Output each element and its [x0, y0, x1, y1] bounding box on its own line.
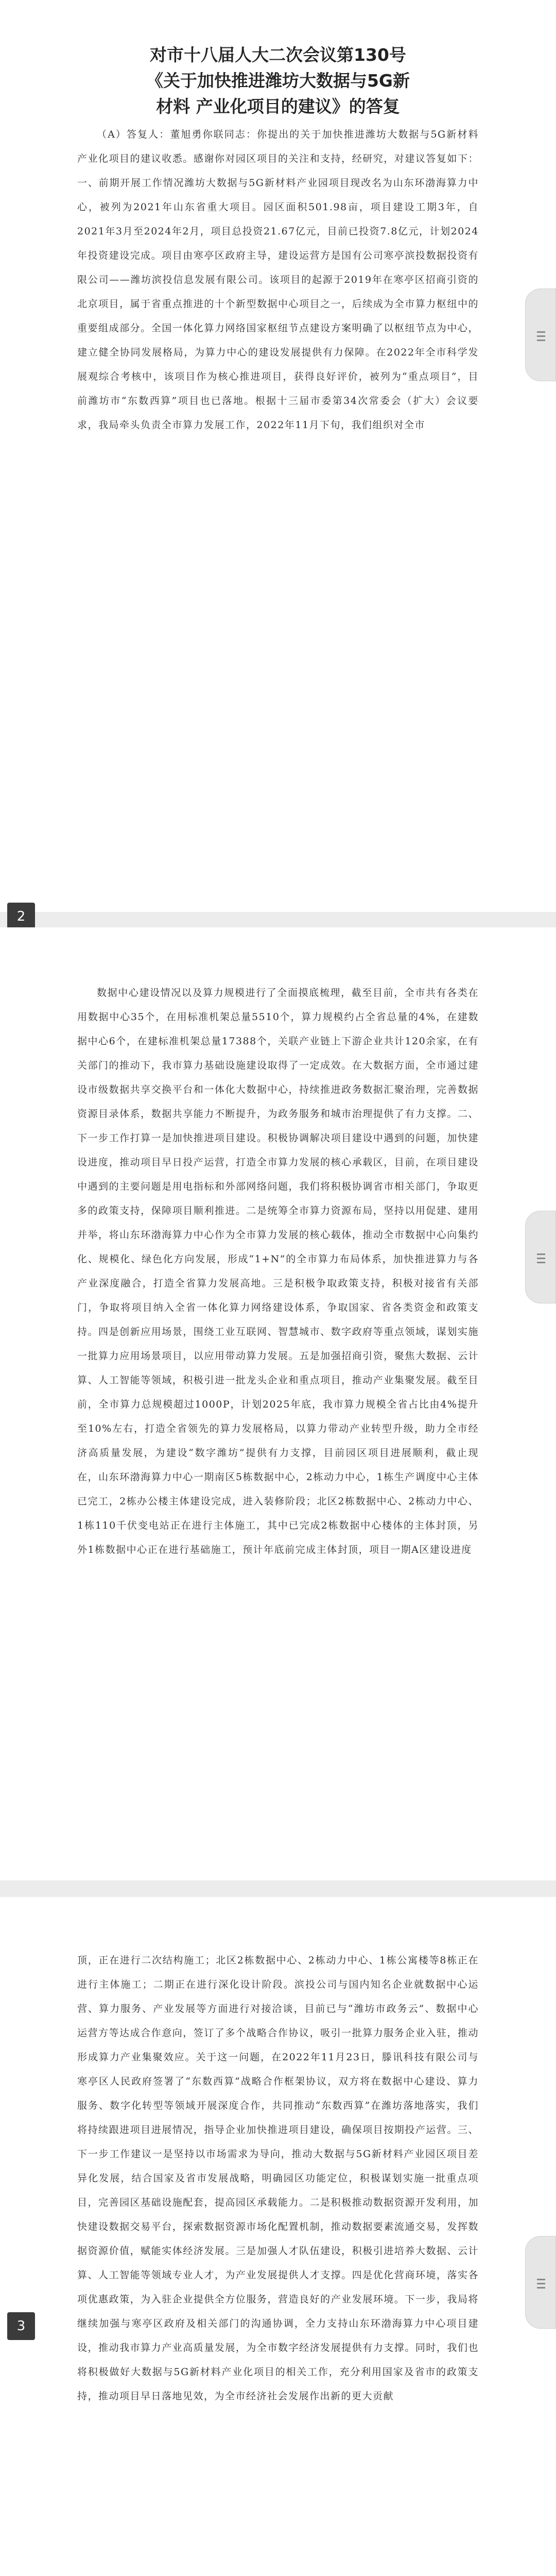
document-page-2	[0, 927, 556, 1880]
body-paragraph: （A）答复人：董旭勇你联同志：你提出的关于加快推进潍坊大数据与5G新材料产业化项目的建议收悉。感谢你对园区项目的关注和支持，经研究，对建议答复如下：一、前期开展工作情况潍坊大数据与5G新材料产业园项目现改名为山东环渤海算力中心，被列为2021年山东省重大项目。园区面积501.98亩，项目建设工期3年，自2021年3月至2024年2月，项目总投资21.67亿元，目前已投资7.8亿元，计划2024年投资建设完成。项目由寒亭区政府主导，建设运营方是国有公司寒亭滨投数据投资有限公司——潍坊滨投信息发展有限公司。该项目的起源于2019年在寒亭区招商引资的北京项目，属于省重点推进的十个新型数据中心项目之一，后续成为全市算力枢纽中的重要组成部分。全国一体化算力网络国家枢纽节点建设方案明确了以枢纽节点为中心，建立健全协同发展格局，为算力中心的建设发展提供有力保障。在2022年全市科学发展观综合考核中，该项目作为核心推进项目，获得良好评价，被列为“重点项目”，目前潍坊市“东数西算”项目也已落地。根据十三届市委第34次常委会（扩大）会议要求，我局牵头负责全市算力发展工作，2022年11月下旬，我们组织对全市	[77, 129, 479, 431]
page-number-badge: 3	[7, 2312, 35, 2340]
title-line-3: 材料 产业化项目的建议》的答复	[156, 96, 400, 116]
document-title	[77, 0, 479, 120]
title-line-2: 《关于加快推进潍坊大数据与5G新	[146, 71, 410, 91]
document-page-1	[0, 0, 556, 912]
body-paragraph: 数据中心建设情况以及算力规模进行了全面摸底梳理，截至目前，全市共有各类在用数据中心35个，在用标准机架总量5510个，算力规模约占全省总量的4%，在建数据中心6个，在建标准机架总量17388个，关联产业链上下游企业共计120余家，在有关部门的推动下，我市算力基础设施建设取得了一定成效。在大数据方面，全市通过建设市级数据共享交换平台和一体化大数据中心，持续推进政务数据汇聚治理，完善数据资源目录体系，数据共享能力不断提升，为政务服务和城市治理提供了有力支撑。二、下一步工作打算一是加快推进项目建设。积极协调解决项目建设中遇到的问题，加快建设进度，推动项目早日投产运营，打造全市算力发展的核心承载区，目前，在项目建设中遇到的主要问题是用电指标和外部网络问题，我们将积极协调省市相关部门，争取更多的政策支持，保障项目顺利推进。二是统筹全市算力资源布局，坚持以用促建、建用并举，将山东环渤海算力中心作为全市算力发展的核心载体，推动全市数据中心向集约化、规模化、绿色化方向发展，形成“1+N”的全市算力布局体系，加快推进算力与各产业深度融合，打造全省算力发展高地。三是积极争取政策支持，积极对接省有关部门，争取将项目纳入全省一体化算力网络建设体系，争取国家、省各类资金和政策支持。四是创新应用场景，围绕工业互联网、智慧城市、数字政府等重点领域，谋划实施一批算力应用场景项目，以应用带动算力发展。五是加强招商引资，聚焦大数据、云计算、人工智能等领域，积极引进一批龙头企业和重点项目，推动产业集聚发展。截至目前，全市算力总规模超过1000P，计划2025年底，我市算力规模全省占比由4%提升至10%左右，打造全省领先的算力发展格局，以算力带动产业转型升级，助力全市经济高质量发展，为建设“数字潍坊”提供有力支撑，目前园区项目进展顺利，截止现在，山东环渤海算力中心一期南区5栋数据中心，2栋动力中心，1栋生产调度中心主体已完工，2栋办公楼主体建设完成，进入装修阶段；北区2栋数据中心、2栋动力中心、1栋110千伏变电站正在进行主体施工，其中已完成2栋数据中心楼体的主体封顶，另外1栋数据中心正在进行基础施工，预计年底前完成主体封顶，项目一期A区建设进度	[77, 987, 479, 1555]
document-page-3	[0, 1897, 556, 2576]
page-scroll-handle[interactable]	[525, 1211, 556, 1303]
page-scroll-handle[interactable]	[525, 2236, 556, 2329]
title-line-1: 对市十八届人大二次会议第130号	[150, 45, 406, 65]
body-paragraph: 顶，正在进行二次结构施工；北区2栋数据中心、2栋动力中心、1栋公寓楼等8栋正在进行主体施工；二期正在进行深化设计阶段。滨投公司与国内知名企业就数据中心运营、算力服务、产业发展等方面进行对接洽谈，目前已与“潍坊市政务云”、数据中心运营方等达成合作意向，签订了多个战略合作协议，吸引一批算力服务企业入驻，推动形成算力产业集聚效应。关于这一问题，在2022年11月23日，滕讯科技有限公司与寒亭区人民政府签署了“东数西算”战略合作框架协议，双方将在数据中心建设、算力服务、数字化转型等领域开展深度合作，共同推动“东数西算”在潍坊落地落实，我们将持续跟进项目进展情况，指导企业加快推进项目建设，确保项目按期投产运营。三、下一步工作建议一是坚持以市场需求为导向，推动大数据与5G新材料产业园区项目差异化发展，结合国家及省市发展战略，明确园区功能定位，积极谋划实施一批重点项目，完善园区基础设施配套，提高园区承载能力。二是积极推动数据资源开发利用，加快建设数据交易平台，探索数据资源市场化配置机制，推动数据要素流通交易，发挥数据资源价值，赋能实体经济发展。三是加强人才队伍建设，积极引进培养大数据、云计算、人工智能等领域专业人才，为产业发展提供人才支撑。四是优化营商环境，落实各项优惠政策，为入驻企业提供全方位服务，营造良好的产业发展环境。下一步，我局将继续加强与寒亭区政府及相关部门的沟通协调，全力支持山东环渤海算力中心项目建设，推动我市算力产业高质量发展，为全市数字经济发展提供有力支撑。同时，我们也将积极做好大数据与5G新材料产业化项目的相关工作，充分利用国家及省市的政策支持，推动项目早日落地见效，为全市经济社会发展作出新的更大贡献	[77, 1955, 479, 2402]
page-scroll-handle[interactable]	[525, 289, 556, 381]
page-number-badge: 2	[7, 903, 35, 930]
